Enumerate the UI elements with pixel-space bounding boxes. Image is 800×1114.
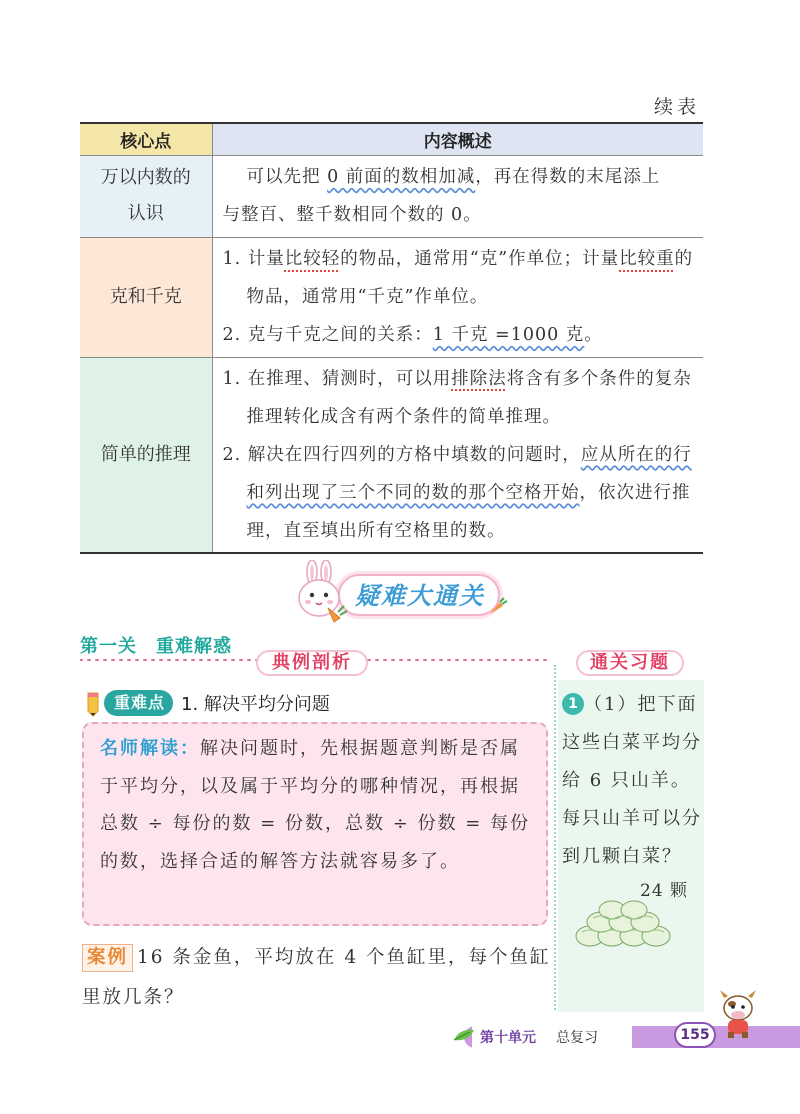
example-analysis-tag: 典例剖析: [256, 650, 368, 676]
emphasis-text: 排除法: [451, 368, 507, 389]
text-run: 在推理、猜测时，可以用: [247, 368, 452, 389]
content-line: 与整百、整千数相同个数的 0。: [222, 205, 482, 225]
topic-line: 万以内数的: [100, 167, 191, 188]
point-number: 2.: [222, 325, 248, 345]
cabbage-pile-image: [572, 898, 682, 948]
question-text: （1）把下面这些白菜平均分给 6 只山羊。每只山羊可以分到几颗白菜？: [562, 694, 702, 867]
question-number: 1: [562, 693, 584, 715]
table-row: [80, 155, 703, 237]
point-number: 1.: [222, 249, 248, 269]
content-cell: [212, 155, 703, 237]
practice-exercises-tag: 通关习题: [576, 650, 684, 676]
content-line: [223, 158, 696, 196]
content-cell: [212, 357, 703, 553]
column-divider: [554, 665, 556, 1010]
review-summary-table: [80, 122, 703, 554]
table-row: [80, 357, 703, 553]
text-run: ，再在得数的末尾添上: [475, 167, 661, 187]
text-run: 计量: [247, 249, 285, 269]
example-case: [82, 938, 552, 1018]
header-key-point: 核心点: [80, 123, 212, 155]
pencil-icon: [82, 689, 104, 717]
carrot-icon: [486, 596, 508, 618]
difficulty-heading: [82, 688, 330, 718]
text-run: 。: [584, 325, 603, 345]
footer-review-label: 总复习: [556, 1030, 598, 1046]
topic-cell: 简单的推理: [80, 357, 212, 553]
emphasis-text: 比较轻: [284, 249, 341, 269]
content-point: [223, 360, 696, 436]
case-tag: 案例: [82, 944, 133, 972]
text-run: 克与千克之间的关系：: [247, 325, 433, 345]
text-run: ，依次进行推理，直至填出所有空格里的数。: [246, 482, 691, 541]
point-number: 1.: [222, 368, 248, 389]
text-run: 将含有多个条件的复杂推理转化成含有两个条件的简单推理。: [246, 368, 692, 427]
header-content-summary: 内容概述: [212, 123, 703, 155]
leaf-icon: [452, 1026, 476, 1044]
footer-unit-label: 第十单元: [480, 1030, 536, 1046]
point-number: 2.: [222, 444, 248, 465]
text-run: 可以先把: [246, 167, 328, 187]
highlight-text: 应从所在的行和列出现了三个不同的数的那个空格开始: [246, 444, 692, 503]
answer-text: 24 颗: [640, 881, 689, 901]
table-row: [80, 237, 703, 357]
case-text: 16 条金鱼，平均放在 4 个鱼缸里，每个鱼缸里放几条？: [82, 947, 551, 1008]
section-banner: [290, 560, 520, 626]
table-header-row: [80, 123, 703, 155]
cow-mascot-icon: [716, 988, 760, 1040]
highlight-text: 1 千克 =1000 克: [432, 325, 585, 345]
teacher-label: 名师解读：: [100, 738, 200, 759]
bunny-mascot-icon: [290, 560, 354, 626]
teacher-commentary-box: [82, 722, 548, 926]
level-title: 第一关 重难解惑: [80, 636, 232, 657]
content-point: [223, 436, 696, 550]
text-run: 的物品，通常用“克”作单位；计量: [340, 249, 620, 269]
practice-question: [562, 686, 702, 876]
text-run: 解决在四行四列的方格中填数的问题时，: [247, 444, 581, 465]
highlight-text: 0 前面的数相加减: [327, 167, 476, 187]
banner-title: 疑难大通关: [355, 582, 485, 610]
text-run: 的物品，通常用“千克”作单位。: [246, 249, 694, 307]
topic-cell: 克和千克: [80, 237, 212, 357]
teacher-text: 解决问题时，先根据题意判断是否属于平均分，以及属于平均分的哪种情况，再根据总数 ÷ 每份的数 = 份数，总数 ÷ 份数 = 每份的数，选择合适的解答方法就容易多了。: [100, 738, 531, 872]
topic-line: 认识: [127, 203, 164, 224]
content-point: [223, 240, 696, 316]
emphasis-text: 比较重: [619, 249, 675, 269]
content-point: [223, 316, 696, 354]
difficulty-title: 1. 解决平均分问题: [181, 694, 330, 715]
content-cell: [212, 237, 703, 357]
page-number: 155: [674, 1022, 716, 1048]
continued-label: 续表: [653, 96, 700, 118]
topic-cell: [80, 155, 212, 237]
difficulty-badge: 重难点: [104, 690, 173, 716]
